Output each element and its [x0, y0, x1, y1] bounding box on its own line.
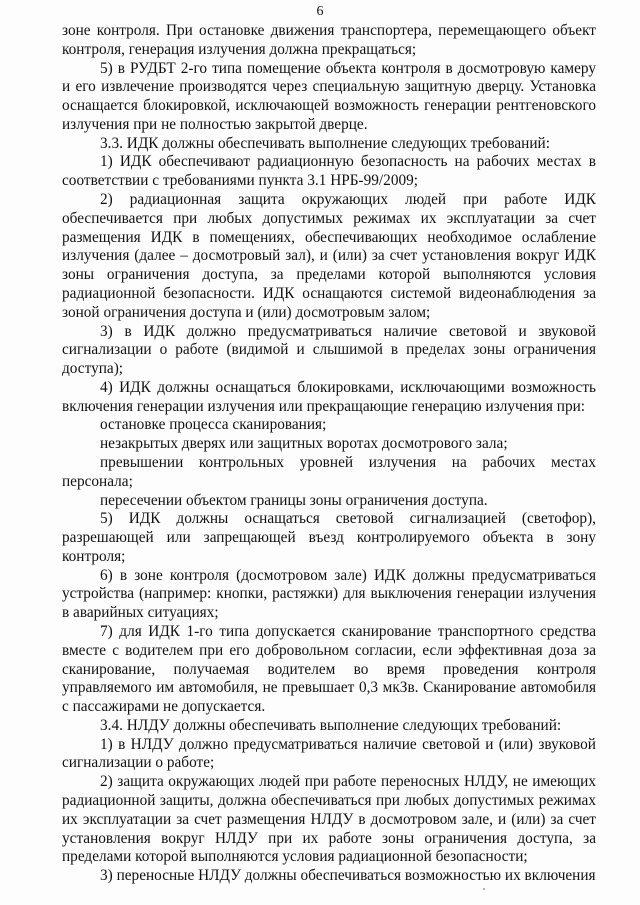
paragraph: 1) в НЛДУ должно предусматриваться наличие световой и (или) звуковой сигнализации о работе;: [62, 735, 596, 772]
paragraph: 3) в ИДК должно предусматриваться наличие световой и звуковой сигнализации о работе (видимой и слышимой в пределах зоны ограничения доступа);: [62, 322, 596, 378]
section-heading: 3.3. ИДК должны обеспечивать выполнение следующих требований:: [100, 134, 550, 152]
paragraph: 3) переносные НЛДУ должны обеспечиваться возможностью их включения: [100, 867, 596, 885]
paragraph: 7) для ИДК 1-го типа допускается сканирование транспортного средства вместе с водителем при его добровольном согласии, если эффективная доза за сканирование, получаемая водителем во время проведения контроля управляемого им автомобиля, не превышает 0,3 мкЗв. Сканирование автомобиля с пассажирами не допускается.: [62, 623, 596, 716]
paragraph: 4) ИДК должны оснащаться блокировками, исключающими возможность включения генерации излучения или прекращающие генерацию излучения при:: [62, 378, 596, 415]
document-body: [62, 22, 596, 886]
paragraph: зоне контроля. При остановке движения транспортера, перемещающего объект контроля, генерация излучения должна прекращаться;: [62, 22, 596, 58]
list-item: пересечении объектом границы зоны ограничения доступа.: [100, 491, 488, 509]
paragraph: 1) ИДК обеспечивают радиационную безопасность на рабочих местах в соответствии с требованиями пункта 3.1 НРБ-99/2009;: [62, 153, 596, 190]
paragraph: 5) ИДК должны оснащаться световой сигнализацией (светофор), разрешающей или запрещающей въезд контролируемого объекта в зону контроля;: [62, 510, 596, 565]
list-item: незакрытых дверях или защитных воротах досмотрового зала;: [100, 435, 508, 453]
list-item: превышении контрольных уровней излучения на рабочих местах персонала;: [62, 453, 596, 490]
paragraph: 5) в РУДБТ 2-го типа помещение объекта контроля в досмотровую камеру и его извлечение производятся через специальную защитную дверцу. Установка оснащается блокировкой, исключающей возможность генерации рентгеновского излучения при не полностью закрытой дверце.: [62, 59, 596, 133]
section-heading: 3.4. НЛДУ должны обеспечивать выполнение следующих требований:: [100, 716, 562, 734]
page-number: 6: [316, 4, 324, 19]
paragraph: 6) в зоне контроля (досмотровом зале) ИДК должны предусматриваться устройства (например: кнопки, растяжки) для выключения генерации излучения в аварийных ситуациях;: [62, 566, 596, 622]
list-item: остановке процесса сканирования;: [100, 416, 327, 434]
paragraph: 2) радиационная защита окружающих людей при работе ИДК обеспечивается при любых допустимых режимах их эксплуатации за счет размещения ИДК в помещениях, обеспечивающих необходимое ослабление излучения (далее – досмотровый зал), и (или) за счет установления вокруг ИДК зоны ограничения доступа, за пределами которой выполняются условия радиационной безопасности. ИДК оснащаются системой видеонаблюдения за зоной ограничения доступа и (или) досмотровым залом;: [62, 191, 596, 321]
scan-speck: [483, 888, 485, 890]
paragraph: 2) защита окружающих людей при работе переносных НЛДУ, не имеющих радиационной защиты, должна обеспечиваться при любых допустимых режимах их эксплуатации за счет размещения НЛДУ в досмотровом зале, и (или) за счет установления вокруг НЛДУ при их работе зоны ограничения доступа, за пределами которой выполняются условия радиационной безопасности;: [62, 773, 596, 866]
